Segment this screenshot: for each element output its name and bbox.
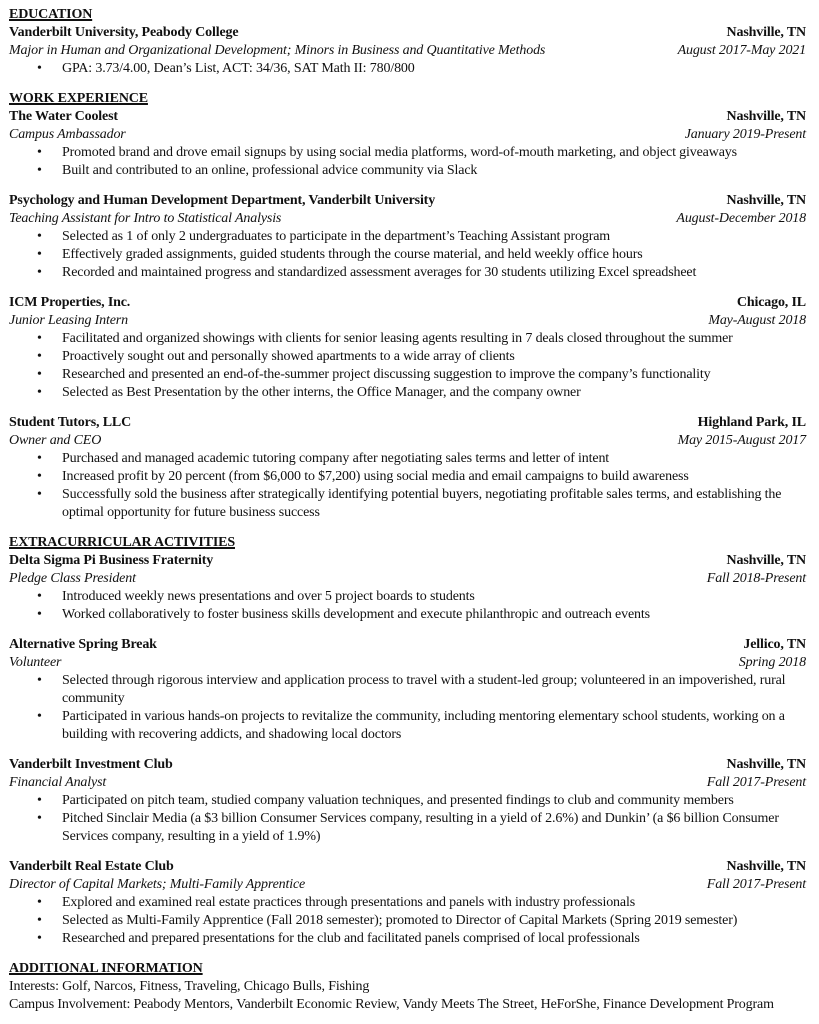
location: Chicago, IL xyxy=(736,295,806,310)
location: Highland Park, IL xyxy=(697,415,806,430)
section-title: ADDITIONAL INFORMATION xyxy=(9,961,203,976)
date-range: May 2015-August 2017 xyxy=(677,433,806,448)
bullet-item: • Selected through rigorous interview and application process to travel with a student-led group; volunteered in an impoverished, rural community xyxy=(9,672,806,708)
section-education xyxy=(9,6,806,78)
location: Jellico, TN xyxy=(743,637,806,652)
organization-name: Vanderbilt Investment Club xyxy=(9,757,173,772)
date-range: January 2019-Present xyxy=(684,127,806,142)
section-title: WORK EXPERIENCE xyxy=(9,91,148,106)
location: Nashville, TN xyxy=(726,553,806,568)
entry-role-row xyxy=(9,876,806,894)
section-title: EDUCATION xyxy=(9,7,93,22)
section-additional-information xyxy=(9,960,806,1014)
bullet-list xyxy=(9,450,806,522)
section-title: EXTRACURRICULAR ACTIVITIES xyxy=(9,535,235,550)
date-range: Fall 2017-Present xyxy=(706,775,806,790)
role-title: Volunteer xyxy=(9,655,62,670)
bullet-item: • Pitched Sinclair Media (a $3 billion Consumer Services company, resulting in a yield of 2.6%) and Dunkin’ (a $6 billion Consumer Services company, resulting in a yield of 1.9%) xyxy=(9,810,806,846)
location: Nashville, TN xyxy=(726,25,806,40)
bullet-item: • Participated in various hands-on projects to revitalize the community, including mentoring elementary school students, working on a building with recovering addicts, and shadowing local doctors xyxy=(9,708,806,744)
bullet-list xyxy=(9,330,806,402)
date-range: May-August 2018 xyxy=(708,313,806,328)
entry-header-row xyxy=(9,414,806,432)
bullet-list xyxy=(9,792,806,846)
bullet-item: • Successfully sold the business after strategically identifying potential buyers, negotiating profitable sales terms, and establishing the optimal opportunity for future business success xyxy=(9,486,806,522)
organization-name: Psychology and Human Development Department, Vanderbilt University xyxy=(9,193,436,208)
bullet-item: • Increased profit by 20 percent (from $6,000 to $7,200) using social media and email campaigns to build awareness xyxy=(9,468,806,486)
bullet-list xyxy=(9,60,806,78)
entry-role-row xyxy=(9,570,806,588)
location: Nashville, TN xyxy=(726,757,806,772)
entry-header-row xyxy=(9,108,806,126)
role-title: Teaching Assistant for Intro to Statistical Analysis xyxy=(9,211,282,226)
entry-role-row xyxy=(9,312,806,330)
bullet-item: • Built and contributed to an online, professional advice community via Slack xyxy=(9,162,806,180)
role-title: Director of Capital Markets; Multi-Family Apprentice xyxy=(9,877,306,892)
bullet-item: • Worked collaboratively to foster business skills development and execute philanthropic and outreach events xyxy=(9,606,806,624)
location: Nashville, TN xyxy=(726,109,806,124)
entry-header-row xyxy=(9,636,806,654)
bullet-item: • Selected as Best Presentation by the other interns, the Office Manager, and the company owner xyxy=(9,384,806,402)
section-work-experience xyxy=(9,90,806,522)
role-title: Financial Analyst xyxy=(9,775,107,790)
date-range: August-December 2018 xyxy=(676,211,806,226)
section-extracurricular-activities xyxy=(9,534,806,948)
role-title: Junior Leasing Intern xyxy=(9,313,128,328)
resume-sections xyxy=(9,6,806,948)
organization-name: Alternative Spring Break xyxy=(9,637,157,652)
entry-role-row xyxy=(9,42,806,60)
date-range: Fall 2018-Present xyxy=(706,571,806,586)
bullet-list xyxy=(9,588,806,624)
entry-role-row xyxy=(9,774,806,792)
organization-name: ICM Properties, Inc. xyxy=(9,295,131,310)
role-title: Campus Ambassador xyxy=(9,127,126,142)
resume-entry xyxy=(9,414,806,522)
date-range: Fall 2017-Present xyxy=(706,877,806,892)
role-title: Owner and CEO xyxy=(9,433,102,448)
resume-entry xyxy=(9,108,806,180)
interests-line: Interests: Golf, Narcos, Fitness, Traveling, Chicago Bulls, Fishing xyxy=(9,979,370,994)
date-range: August 2017-May 2021 xyxy=(677,43,806,58)
bullet-item: • Selected as Multi-Family Apprentice (Fall 2018 semester); promoted to Director of Capital Markets (Spring 2019 semester) xyxy=(9,912,806,930)
entry-header-row xyxy=(9,858,806,876)
bullet-item: • Facilitated and organized showings with clients for senior leasing agents resulting in 7 deals closed throughout the summer xyxy=(9,330,806,348)
location: Nashville, TN xyxy=(726,193,806,208)
organization-name: Vanderbilt Real Estate Club xyxy=(9,859,174,874)
bullet-item: • Proactively sought out and personally showed apartments to a wide array of clients xyxy=(9,348,806,366)
organization-name: Delta Sigma Pi Business Fraternity xyxy=(9,553,214,568)
entry-header-row xyxy=(9,756,806,774)
bullet-item: • Purchased and managed academic tutoring company after negotiating sales terms and letter of intent xyxy=(9,450,806,468)
role-title: Major in Human and Organizational Development; Minors in Business and Quantitative Methods xyxy=(9,43,546,58)
resume-entry xyxy=(9,756,806,846)
entry-header-row xyxy=(9,192,806,210)
bullet-list xyxy=(9,144,806,180)
organization-name: The Water Coolest xyxy=(9,109,118,124)
resume-entry xyxy=(9,552,806,624)
bullet-item: • Introduced weekly news presentations and over 5 project boards to students xyxy=(9,588,806,606)
resume-entry xyxy=(9,858,806,948)
entry-role-row xyxy=(9,654,806,672)
campus-involvement-line: Campus Involvement: Peabody Mentors, Vanderbilt Economic Review, Vandy Meets The Street, HeForShe, Finance Development Program xyxy=(9,997,774,1012)
bullet-item: • Researched and presented an end-of-the-summer project discussing suggestion to improve the company’s functionality xyxy=(9,366,806,384)
entry-header-row xyxy=(9,24,806,42)
date-range: Spring 2018 xyxy=(738,655,806,670)
organization-name: Vanderbilt University, Peabody College xyxy=(9,25,239,40)
entry-header-row xyxy=(9,294,806,312)
resume-entry xyxy=(9,24,806,78)
entry-role-row xyxy=(9,432,806,450)
bullet-item: • Researched and prepared presentations for the club and facilitated panels comprised of local professionals xyxy=(9,930,806,948)
role-title: Pledge Class President xyxy=(9,571,136,586)
resume-entry xyxy=(9,192,806,282)
bullet-list xyxy=(9,228,806,282)
bullet-item: • Promoted brand and drove email signups by using social media platforms, word-of-mouth marketing, and object giveaways xyxy=(9,144,806,162)
resume-entry xyxy=(9,636,806,744)
bullet-item: • Explored and examined real estate practices through presentations and panels with industry professionals xyxy=(9,894,806,912)
bullet-item: • Selected as 1 of only 2 undergraduates to participate in the department’s Teaching Assistant program xyxy=(9,228,806,246)
bullet-list xyxy=(9,672,806,744)
resume-entry xyxy=(9,294,806,402)
bullet-item: • Recorded and maintained progress and standardized assessment averages for 30 students utilizing Excel spreadsheet xyxy=(9,264,806,282)
bullet-item: • GPA: 3.73/4.00, Dean’s List, ACT: 34/36, SAT Math II: 780/800 xyxy=(9,60,806,78)
bullet-list xyxy=(9,894,806,948)
entry-role-row xyxy=(9,126,806,144)
organization-name: Student Tutors, LLC xyxy=(9,415,132,430)
location: Nashville, TN xyxy=(726,859,806,874)
entry-role-row xyxy=(9,210,806,228)
bullet-item: • Effectively graded assignments, guided students through the course material, and held weekly office hours xyxy=(9,246,806,264)
bullet-item: • Participated on pitch team, studied company valuation techniques, and presented findings to club and community members xyxy=(9,792,806,810)
entry-header-row xyxy=(9,552,806,570)
